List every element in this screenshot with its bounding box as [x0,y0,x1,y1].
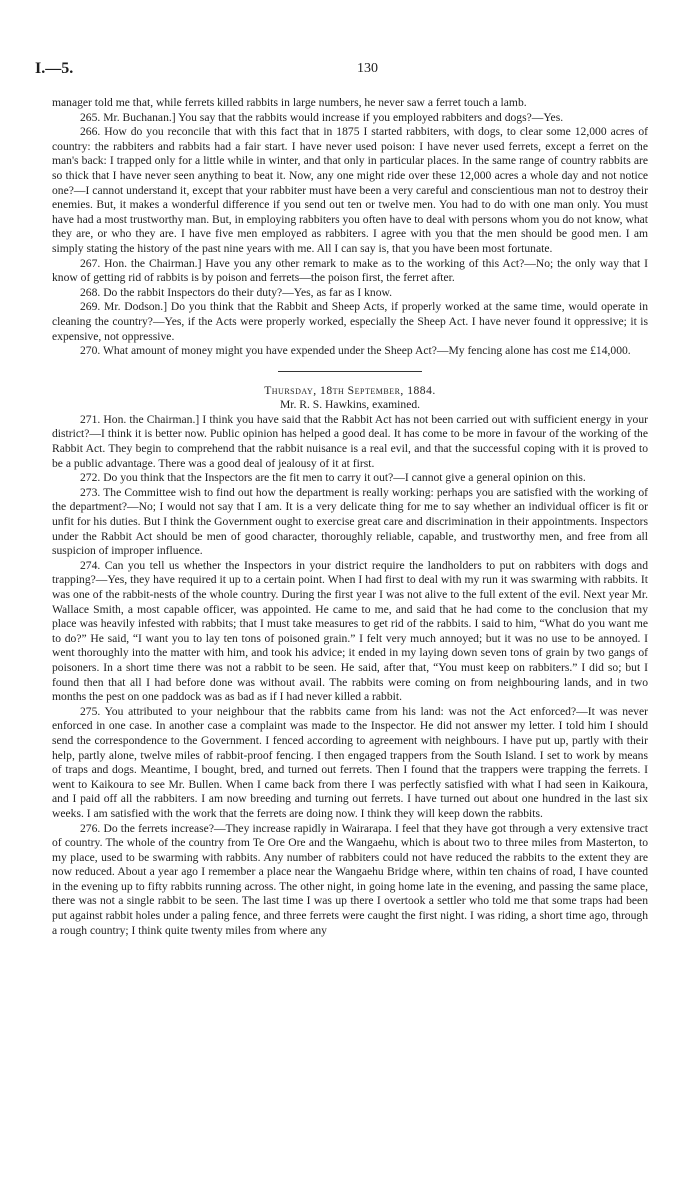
page-header [35,62,648,82]
question-274: 274. Can you tell us whether the Inspectors in your district require the landholders to put on rabbiters with dogs and trapping?—Yes, they have required it up to a certain point. When I had first to deal with my run it was swarming with rabbits. It was one of the rabbit-nests of the whole country. During the first year I was not alive to the full extent of the evil. Next year Mr. Wallace Smith, a most capable officer, was appointed. He came to me, and said that he had come to the conclusion that my place was heavily infested with rabbits; that I must take measures to get rid of the rabbits. I said to him, “What do you want me to do?” He said, “I want you to lay ten tons of poisoned grain.” I felt very much annoyed; but it was no use to be annoyed. I went thoroughly into the matter with him, and took his advice; it ended in my laying down seven tons of grain by two gangs of poisoners. In a short time there was not a rabbit to be seen. He said, after that, “You must keep on rabbiters.” I did so; but I found then that all I had before done was without avail. The rabbits were coming on from neighbouring lands, and in two months the pest on one paddock was as bad as if I had never killed a rabbit. [52,558,648,704]
question-268: 268. Do the rabbit Inspectors do their duty?—Yes, as far as I know. [80,285,393,299]
witness-heading: Mr. R. S. Hawkins, examined. [279,398,421,412]
question-267: 267. Hon. the Chairman.] Have you any other remark to make as to the working of this Act?—No; the only way that I know of getting rid of rabbits is by poison and ferrets—the poison first, the ferret after. [52,256,648,285]
document-reference: I.—5. [35,60,74,77]
question-265: 265. Mr. Buchanan.] You say that the rabbits would increase if you employed rabbiters and dogs?—Yes. [80,110,564,124]
question-271: 271. Hon. the Chairman.] I think you have said that the Rabbit Act has not been carried out with sufficient energy in your district?—I think it is better now. Public opinion has helped a good deal. It has come to be more in favour of the working of the Rabbit Act. They begin to comprehend that the rabbit nuisance is a real evil, and that the successful coping with it is proved to be a public advantage. There was a good deal of jealousy of it at first. [52,412,648,470]
question-266: 266. How do you reconcile that with this fact that in 1875 I started rabbiters, with dogs, to clear some 12,000 acres of country: the rabbiters and rabbits had a fair start. I have never used poison: I have never used ferrets, except a ferret on the man's back: I trapped only for a little while in winter, and that only in particular places. In the same range of country rabbits are so thick that I have never seen anything to beat it. Now, any one might ride over these 12,000 acres a whole day and not notice one?—I cannot understand it, except that your rabbiter must have been a very careful and conscientious man not to destroy their enemies. But, it makes a wonderful difference if you send out ten or twelve men. You had to do with one man only. You must have had a most trustworthy man. But, in employing rabbiters you often have to deal with persons whom you do not know, what they are, or who they are. I have five men employed as rabbiters. I agree with you that the men should be good men. I am simply stating the history of the past nine years with me. All I can say is, that you have been most fortunate. [52,125,648,255]
date-heading: Thursday, 18th September, 1884. [264,383,436,397]
question-270: 270. What amount of money might you have expended under the Sheep Act?—My fencing alone has cost me £14,000. [80,344,631,358]
question-269: 269. Mr. Dodson.] Do you think that the Rabbit and Sheep Acts, if properly worked at the same time, would operate in cleaning the country?—Yes, if the Acts were properly worked, especially the Sheep Act. I have never found it oppressive; it is expensive, not oppressive. [52,300,648,343]
question-273: 273. The Committee wish to find out how the department is really working: perhaps you are satisfied with the working of the department?—No; I would not say that I am. It is a very delicate thing for me to say whether an individual officer is fit or unfit for his duties. But I think the Government ought to exercise great care and discrimination in their appointments. Inspectors under the Rabbit Act should be men of good character, thoroughly reliable, capable, and trustworthy men, and free from all suspicion of improper influence. [52,485,648,558]
question-276: 276. Do the ferrets increase?—They increase rapidly in Wairarapa. I feel that they have got through a very extensive tract of country. The whole of the country from Te Ore Ore and the Wangaehu, which is about two to three miles from Masterton, to my place, used to be swarming with rabbits. Any number of rabbiters could not have reduced the rabbits to the extent they are now reduced. About a year ago I remember a place near the Wangaehu Bridge where, within ten chains of road, I have counted in the evening up to fifty rabbits running across. The other night, in going home late in the evening, and passing the same place, there was not a single rabbit to be seen. The last time I was up there I overtook a settler who told me that some traps had been put against rabbit holes under a paling fence, and three ferrets were caught the first night. I was riding, a short time ago, through a rough country; I think quite twenty miles from where any [52,821,648,937]
question-272: 272. Do you think that the Inspectors are the fit men to carry it out?—I cannot give a general opinion on this. [80,471,586,485]
paragraph-continued: manager told me that, while ferrets killed rabbits in large numbers, he never saw a ferret touch a lamb. [52,96,527,109]
question-275: 275. You attributed to your neighbour that the rabbits came from his land: was not the Act enforced?—It was never enforced in one case. In another case a complaint was made to the Inspector. He did not answer my letter. I told him I should send the correspondence to the Government. I fenced according to agreement with neighbours. I have put up, partly with their help, partly alone, twelve miles of rabbit-proof fencing. I then engaged trappers from the South Island. I set to work by means of traps and dogs. Meantime, I bought, bred, and turned out ferrets. Then I found that the trappers were trapping the ferrets. I went to Kaikoura to see Mr. Bullen. When I came back from there I was perfectly satisfied with what I had seen in Kaikoura, and I paid off all the rabbiters. I am now breeding and turning out ferrets. I have turned out about one hundred in the last six weeks. I am satisfied with the work that the ferrets are doing now. I think they will keep down the rabbits. [52,704,648,820]
section-divider [278,371,422,372]
page-number: 130 [357,61,378,76]
document-body [52,96,648,938]
